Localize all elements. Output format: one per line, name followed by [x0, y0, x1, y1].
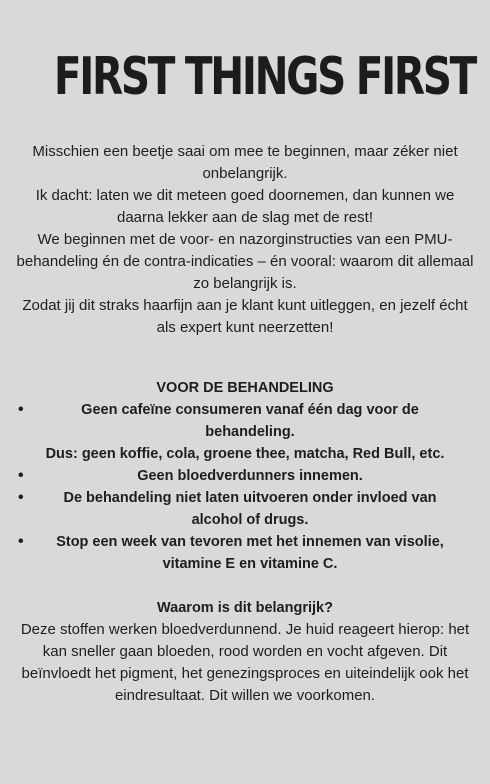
bullet-icon: • — [18, 467, 24, 484]
rule-text: Geen bloedverdunners innemen. — [137, 468, 363, 484]
intro-paragraph: Zodat jij dit straks haarfijn aan je klant kunt uitleggen, en jezelf écht als expert kunt neerzetten! — [22, 297, 468, 336]
rule-text: Geen cafeïne consumeren vanaf één dag voor de behandeling. — [81, 402, 419, 440]
list-item — [14, 465, 476, 487]
rule-text: De behandeling niet laten uitvoeren onder invloed van alcohol of drugs. — [63, 490, 437, 528]
list-item — [14, 399, 476, 465]
list-item — [14, 531, 476, 575]
rules-list — [14, 399, 476, 575]
why-heading: Waarom is dit belangrijk? — [157, 600, 333, 616]
rule-subline: Dus: geen koffie, cola, groene thee, matcha, Red Bull, etc. — [45, 446, 445, 462]
bullet-icon: • — [18, 533, 24, 550]
intro-paragraph: Ik dacht: laten we dit meteen goed doornemen, dan kunnen we daarna lekker aan de slag met de rest! — [35, 187, 455, 226]
intro-paragraph: We beginnen met de voor- en nazorginstructies van een PMU-behandeling én de contra-indicaties – én vooral: waarom dit allemaal zo belangrijk is. — [16, 231, 474, 292]
section-heading: VOOR DE BEHANDELING — [156, 380, 334, 396]
intro-paragraph: Misschien een beetje saai om mee te beginnen, maar zéker niet onbelangrijk. — [32, 143, 458, 182]
why-body: Deze stoffen werken bloedverdunnend. Je huid reageert hierop: het kan sneller gaan bloeden, rood worden en vocht afgeven. Dit beïnvloedt het pigment, het genezingsproces en uiteindelijk ook het eindresultaat. Dit willen we voorkomen. — [20, 621, 470, 704]
intro-text — [16, 141, 474, 339]
bullet-icon: • — [18, 489, 24, 506]
rule-text: Stop een week van tevoren met het innemen van visolie, vitamine E en vitamine C. — [56, 534, 444, 572]
bullet-icon: • — [18, 401, 24, 418]
page-title: FIRST THINGS FIRST — [53, 47, 476, 107]
list-item — [14, 487, 476, 531]
